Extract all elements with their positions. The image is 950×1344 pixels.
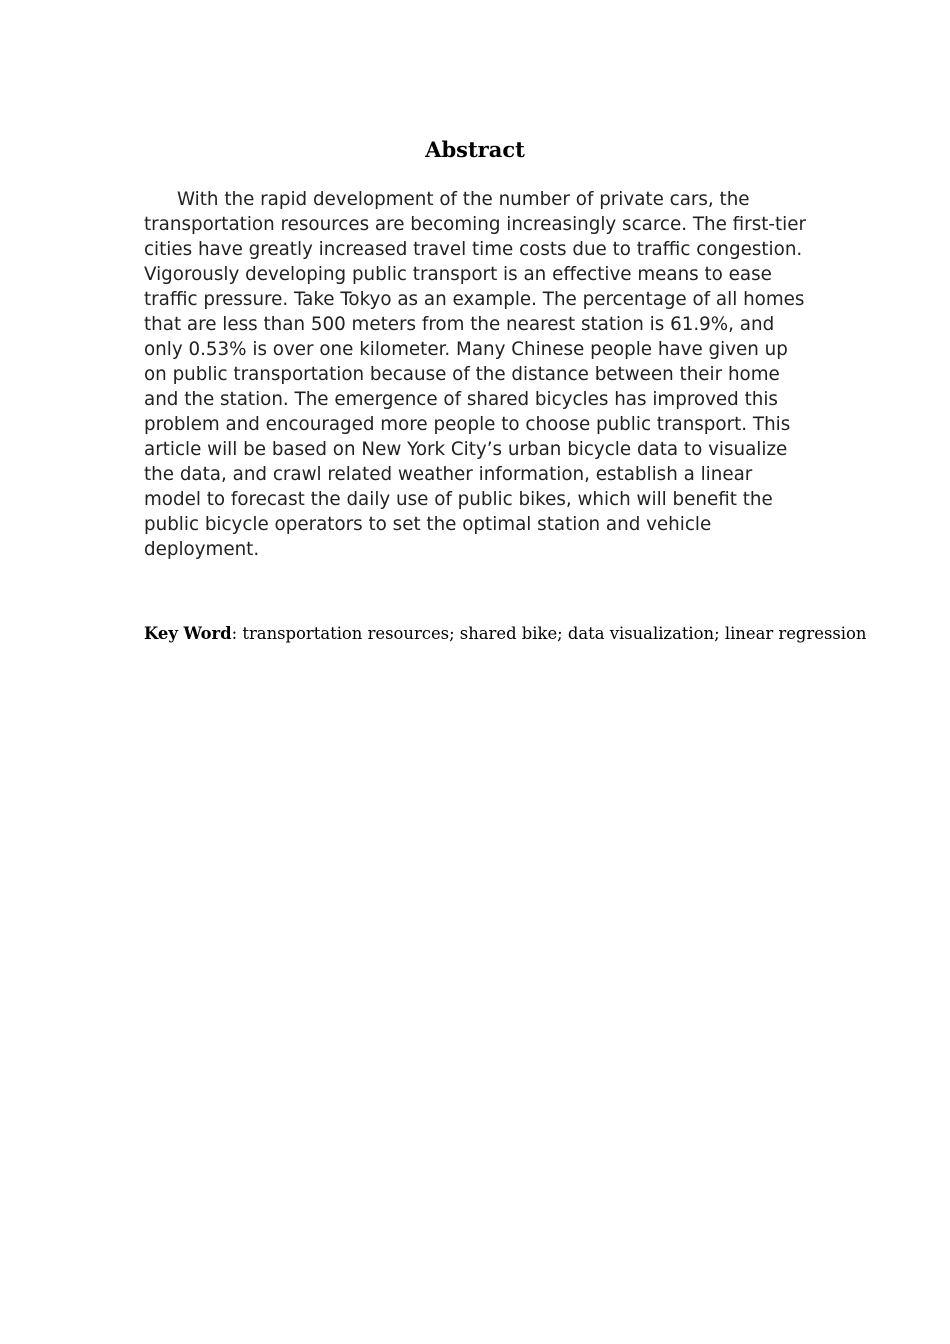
abstract-title: Abstract: [425, 137, 525, 162]
keywords-line: [144, 622, 867, 646]
keywords-label: Key Word: [144, 624, 232, 643]
keywords-text: : transportation resources; shared bike; data visualization; linear regression: [231, 624, 867, 643]
abstract-body-paragraph: With the rapid development of the number of private cars, the transportation resources are becoming increasingly scarce. The first-tier cities have greatly increased travel time costs due to traffic congestion. Vigorously developing public transport is an effective means to ease traffic pressure. Take Tokyo as an example. The percentage of all homes that are less than 500 meters from the nearest station is 61.9%, and only 0.53% is over one kilometer. Many Chinese people have given up on public transportation because of the distance between their home and the station. The emergence of shared bicycles has improved this problem and encouraged more people to choose public transport. This article will be based on New York City’s urban bicycle data to visualize the data, and crawl related weather information, establish a linear model to forecast the daily use of public bikes, which will benefit the public bicycle operators to set the optimal station and vehicle deployment.: [144, 189, 806, 560]
